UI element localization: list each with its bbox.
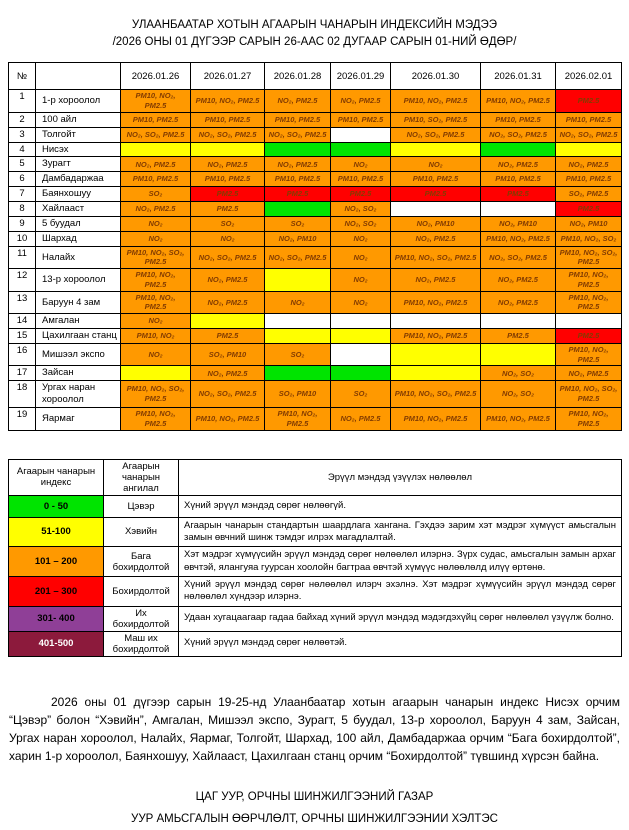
aqi-cell: NO₂ xyxy=(121,231,191,246)
legend-row xyxy=(9,606,622,631)
row-number: 10 xyxy=(9,231,36,246)
health-effect-cell: Хүний эрүүл мэндэд сөрөг нөлөөгүй. xyxy=(179,495,622,517)
row-number: 12 xyxy=(9,269,36,292)
aqi-cell: PM10, NO₂, PM2.5 xyxy=(391,90,481,113)
legend-table-header xyxy=(9,459,622,495)
aqi-cell xyxy=(265,366,331,381)
date-column-header: 2026.01.31 xyxy=(481,63,556,90)
legend-column-header: Агаарын чанарын индекс xyxy=(9,459,104,495)
row-number: 2 xyxy=(9,112,36,127)
aqi-cell: NO₂, PM2.5 xyxy=(191,366,265,381)
aqi-cell: NO₂, PM2.5 xyxy=(481,291,556,314)
row-number: 6 xyxy=(9,172,36,187)
aqi-table-header xyxy=(9,63,622,90)
aqi-cell: PM10, PM2.5 xyxy=(391,172,481,187)
row-number: 7 xyxy=(9,187,36,202)
aqi-cell xyxy=(556,314,622,329)
station-name: Яармаг xyxy=(36,408,121,431)
station-row xyxy=(9,202,622,217)
station-row xyxy=(9,127,622,142)
aqi-cell: NO₂, SO₂, PM2.5 xyxy=(265,127,331,142)
date-column-header: 2026.01.28 xyxy=(265,63,331,90)
summary-paragraph: 2026 оны 01 дүгээр сарын 19-25-нд Улаанбаатар хотын агаарын чанарын индекс Нисэх орчим “Цэвэр” болон “Хэвийн”, Амгалан, Мишээл экспо, Зурагт, 5 буудал, 13-р хороолол, Баруун 4 зам, Зайсан, Ургах наран хороолол, Налайх, Яармаг, Толгойт, Шархад, 100 айл, Дамбадаржаа орчим “Бага бохирдолтой”, харин 1-р хороолол, Баянхошуу, Хайлааст, Цахилгаан станц орчим “Бохирдолтой” түвшинд хүрсэн байна. xyxy=(9,693,620,765)
aqi-cell: PM10, NO₂, SO₂, PM2.5 xyxy=(121,381,191,408)
date-column-header: 2026.02.01 xyxy=(556,63,622,90)
aqi-cell xyxy=(121,142,191,157)
aqi-cell: NO₂, PM2.5 xyxy=(481,269,556,292)
aqi-cell: NO₂ xyxy=(331,269,391,292)
aqi-cell: NO₂, SO₂, PM2.5 xyxy=(481,127,556,142)
station-row xyxy=(9,314,622,329)
aqi-cell: NO₂, PM10 xyxy=(481,216,556,231)
aqi-cell: NO₂, PM2.5 xyxy=(331,90,391,113)
index-class-cell: Их бохирдолтой xyxy=(104,606,179,631)
aqi-cell: NO₂ xyxy=(265,291,331,314)
station-name: Зурагт xyxy=(36,157,121,172)
station-name: Налайх xyxy=(36,246,121,269)
station-name: Дамбадаржаа xyxy=(36,172,121,187)
date-column-header: 2026.01.29 xyxy=(331,63,391,90)
health-effect-cell: Хэт мэдрэг хүмүүсийн эрүүл мэндэд сөрөг нөлөөлөл илэрнэ. Зүрх судас, амьсгалын замын архаг өвчтэй, ялангуяа гуурсан хоолойн багтраа өвчтэй хүмүүс нөлөөлөлд илүү өртөнө. xyxy=(179,547,622,577)
station-row xyxy=(9,343,622,366)
row-number: 14 xyxy=(9,314,36,329)
aqi-cell: SO₂ xyxy=(121,187,191,202)
aqi-cell: NO₂, SO₂ xyxy=(481,366,556,381)
aqi-cell: NO₂ xyxy=(391,157,481,172)
station-row xyxy=(9,157,622,172)
station-name: Хайлааст xyxy=(36,202,121,217)
aqi-cell: NO₂ xyxy=(331,157,391,172)
footer xyxy=(0,787,629,830)
station-row xyxy=(9,216,622,231)
aqi-cell: PM10, NO₂, PM2.5 xyxy=(556,343,622,366)
aqi-cell xyxy=(391,314,481,329)
aqi-cell: SO₂, PM2.5 xyxy=(556,187,622,202)
aqi-cell xyxy=(265,269,331,292)
station-row xyxy=(9,381,622,408)
aqi-cell: PM10, NO₂, PM2.5 xyxy=(391,408,481,431)
aqi-cell: SO₂ xyxy=(265,343,331,366)
station-name: Ургах наран хороолол xyxy=(36,381,121,408)
aqi-cell: NO₂ xyxy=(121,314,191,329)
report-title-line2: /2026 ОНЫ 01 ДҮГЭЭР САРЫН 26-ААС 02 ДУГААР САРЫН 01-НИЙ ӨДӨР/ xyxy=(0,34,629,51)
station-row xyxy=(9,408,622,431)
aqi-cell: NO₂, PM2.5 xyxy=(121,157,191,172)
aqi-cell: NO₂, PM2.5 xyxy=(191,291,265,314)
aqi-cell xyxy=(481,202,556,217)
aqi-cell xyxy=(331,314,391,329)
report-title xyxy=(0,17,629,50)
aqi-cell xyxy=(481,314,556,329)
aqi-cell: PM10, NO₂, PM2.5 xyxy=(121,408,191,431)
row-number: 18 xyxy=(9,381,36,408)
aqi-cell: SO₂, PM10 xyxy=(265,381,331,408)
aqi-cell: NO₂ xyxy=(331,246,391,269)
station-row xyxy=(9,246,622,269)
aqi-cell: NO₂, SO₂, PM2.5 xyxy=(265,246,331,269)
aqi-cell: PM10, PM2.5 xyxy=(191,112,265,127)
aqi-cell: NO₂ xyxy=(191,231,265,246)
aqi-cell xyxy=(121,366,191,381)
station-name: Толгойт xyxy=(36,127,121,142)
station-row xyxy=(9,291,622,314)
aqi-cell xyxy=(481,343,556,366)
report-title-line1: УЛААНБААТАР ХОТЫН АГААРЫН ЧАНАРЫН ИНДЕКСИЙН МЭДЭЭ xyxy=(0,17,629,34)
date-column-header: 2026.01.30 xyxy=(391,63,481,90)
aqi-cell: PM10, PM2.5 xyxy=(556,172,622,187)
aqi-cell: PM2.5 xyxy=(391,187,481,202)
aqi-cell: PM10, PM2.5 xyxy=(481,112,556,127)
legend-row xyxy=(9,495,622,517)
aqi-cell: NO₂, PM10 xyxy=(265,231,331,246)
aqi-cell xyxy=(391,202,481,217)
aqi-header-row xyxy=(9,63,622,90)
legend-row xyxy=(9,547,622,577)
aqi-cell: NO₂, PM2.5 xyxy=(331,408,391,431)
aqi-cell: NO₂, PM2.5 xyxy=(121,202,191,217)
footer-division-line: УУР АМЬСГАЛЫН ӨӨРЧЛӨЛТ, ОРЧНЫ ШИНЖИЛГЭЭНИИ ХЭЛТЭС xyxy=(0,809,629,830)
aqi-cell: PM2.5 xyxy=(481,329,556,344)
aqi-cell: PM10, NO₂, PM2.5 xyxy=(556,291,622,314)
index-class-cell: Бага бохирдолтой xyxy=(104,547,179,577)
date-column-header: 2026.01.26 xyxy=(121,63,191,90)
aqi-cell xyxy=(331,343,391,366)
index-range-cell: 401-500 xyxy=(9,631,104,656)
aqi-cell xyxy=(265,142,331,157)
station-name: Цахилгаан станц xyxy=(36,329,121,344)
station-row xyxy=(9,187,622,202)
aqi-cell: NO₂, SO₂, PM2.5 xyxy=(191,381,265,408)
station-name: Нисэх xyxy=(36,142,121,157)
station-name: Мишээл экспо xyxy=(36,343,121,366)
aqi-cell: PM10, NO₂, SO₂, PM2.5 xyxy=(556,246,622,269)
aqi-cell: NO₂, SO₂, PM2.5 xyxy=(391,127,481,142)
index-range-cell: 51-100 xyxy=(9,517,104,547)
index-class-cell: Бохирдолтой xyxy=(104,576,179,606)
row-number: 8 xyxy=(9,202,36,217)
row-number: 16 xyxy=(9,343,36,366)
legend-header-row xyxy=(9,459,622,495)
aqi-cell: NO₂, PM2.5 xyxy=(391,269,481,292)
aqi-cell: PM10, NO₂, SO₂, PM2.5 xyxy=(556,381,622,408)
index-range-cell: 301- 400 xyxy=(9,606,104,631)
aqi-cell: PM10, NO₂, SO₂ xyxy=(556,231,622,246)
aqi-cell: SO₂ xyxy=(265,216,331,231)
aqi-cell: NO₂, SO₂ xyxy=(331,202,391,217)
station-name: Шархад xyxy=(36,231,121,246)
aqi-cell: PM2.5 xyxy=(556,90,622,113)
aqi-cell: PM2.5 xyxy=(191,202,265,217)
aqi-cell xyxy=(331,366,391,381)
aqi-cell: NO₂, PM10 xyxy=(391,216,481,231)
aqi-cell: PM10, NO₂, PM2.5 xyxy=(191,90,265,113)
legend-table xyxy=(8,459,622,657)
row-number: 15 xyxy=(9,329,36,344)
row-number: 3 xyxy=(9,127,36,142)
index-class-cell: Хэвийн xyxy=(104,517,179,547)
row-number: 19 xyxy=(9,408,36,431)
station-row xyxy=(9,142,622,157)
aqi-cell: SO₂ xyxy=(191,216,265,231)
aqi-cell: PM10, NO₂, SO₂, PM2.5 xyxy=(391,246,481,269)
aqi-cell: PM10, PM2.5 xyxy=(265,112,331,127)
aqi-cell xyxy=(331,329,391,344)
aqi-cell: NO₂, PM2.5 xyxy=(265,90,331,113)
aqi-table xyxy=(8,62,622,430)
aqi-cell xyxy=(265,329,331,344)
aqi-cell: PM10, NO₂, PM2.5 xyxy=(481,408,556,431)
station-name: Амгалан xyxy=(36,314,121,329)
aqi-cell: PM10, PM2.5 xyxy=(191,172,265,187)
row-number: 5 xyxy=(9,157,36,172)
aqi-cell: PM10, NO₂, PM2.5 xyxy=(265,408,331,431)
aqi-cell xyxy=(481,142,556,157)
aqi-cell: PM10, NO₂, PM2.5 xyxy=(121,291,191,314)
aqi-cell: NO₂, SO₂ xyxy=(481,381,556,408)
aqi-cell: PM2.5 xyxy=(556,202,622,217)
aqi-cell: PM2.5 xyxy=(265,187,331,202)
aqi-cell: PM10, NO₂, PM2.5 xyxy=(391,291,481,314)
station-row xyxy=(9,269,622,292)
row-number: 9 xyxy=(9,216,36,231)
aqi-cell xyxy=(556,142,622,157)
aqi-cell: NO₂, SO₂, PM2.5 xyxy=(191,127,265,142)
aqi-cell: NO₂ xyxy=(331,291,391,314)
station-name: Баянхошуу xyxy=(36,187,121,202)
row-number: 11 xyxy=(9,246,36,269)
index-class-cell: Маш их бохирдолтой xyxy=(104,631,179,656)
station-row xyxy=(9,329,622,344)
aqi-cell: NO₂, PM10 xyxy=(556,216,622,231)
aqi-table-body xyxy=(9,90,622,430)
index-range-cell: 101 – 200 xyxy=(9,547,104,577)
aqi-cell: PM10, PM2.5 xyxy=(481,172,556,187)
row-number: 17 xyxy=(9,366,36,381)
row-number: 13 xyxy=(9,291,36,314)
aqi-cell xyxy=(191,142,265,157)
aqi-cell: PM10, NO₂, PM2.5 xyxy=(556,269,622,292)
aqi-cell: PM10, PM2.5 xyxy=(556,112,622,127)
aqi-cell: PM10, PM2.5 xyxy=(331,112,391,127)
aqi-cell xyxy=(191,314,265,329)
health-effect-cell: Удаан хугацаагаар гадаа байхад хүний эрүүл мэндэд мэдэгдэхүйц сөрөг нөлөөлөл үзүүлж болно. xyxy=(179,606,622,631)
aqi-cell: PM10, PM2.5 xyxy=(121,172,191,187)
health-effect-cell: Хүний эрүүл мэндэд сөрөг нөлөөлөл илэрч эхэлнэ. Хэт мэдрэг хүмүүсийн эрүүл мэндэд сөрөг нөлөөлөл хүндээр илэрнэ. xyxy=(179,576,622,606)
aqi-cell: SO₂, PM10 xyxy=(191,343,265,366)
aqi-cell xyxy=(331,127,391,142)
aqi-cell xyxy=(391,343,481,366)
legend-column-header: Агаарын чанарын ангилал xyxy=(104,459,179,495)
station-row xyxy=(9,172,622,187)
aqi-cell: NO₂, PM2.5 xyxy=(265,157,331,172)
date-column-header: 2026.01.27 xyxy=(191,63,265,90)
aqi-cell: PM10, NO₂, SO₂, PM2.5 xyxy=(121,246,191,269)
legend-table-body xyxy=(9,495,622,656)
station-name: 13-р хороолол xyxy=(36,269,121,292)
aqi-cell: PM10, NO₂, PM2.5 xyxy=(121,90,191,113)
aqi-cell: NO₂, SO₂, PM2.5 xyxy=(556,127,622,142)
aqi-cell: NO₂, PM2.5 xyxy=(391,231,481,246)
station-row xyxy=(9,231,622,246)
aqi-cell: NO₂ xyxy=(331,231,391,246)
aqi-cell: PM10, NO₂, PM2.5 xyxy=(391,329,481,344)
station-row xyxy=(9,90,622,113)
aqi-cell: NO₂, PM2.5 xyxy=(191,269,265,292)
index-range-cell: 0 - 50 xyxy=(9,495,104,517)
station-name: 100 айл xyxy=(36,112,121,127)
aqi-cell xyxy=(265,202,331,217)
aqi-cell: PM2.5 xyxy=(331,187,391,202)
station-name: 1-р хороолол xyxy=(36,90,121,113)
aqi-cell: PM10, NO₂, SO₂, PM2.5 xyxy=(391,381,481,408)
aqi-cell: SO₂ xyxy=(331,381,391,408)
aqi-cell xyxy=(265,314,331,329)
aqi-cell: PM10, NO₂, PM2.5 xyxy=(481,90,556,113)
aqi-cell: PM10, NO₂, PM2.5 xyxy=(191,408,265,431)
aqi-cell: NO₂ xyxy=(121,343,191,366)
health-effect-cell: Хүний эрүүл мэндэд сөрөг нөлөөтэй. xyxy=(179,631,622,656)
aqi-cell: PM10, NO₂, PM2.5 xyxy=(481,231,556,246)
aqi-cell: NO₂, PM2.5 xyxy=(556,157,622,172)
aqi-cell: NO₂, SO₂, PM2.5 xyxy=(481,246,556,269)
aqi-cell: PM2.5 xyxy=(191,329,265,344)
station-row xyxy=(9,366,622,381)
aqi-cell: PM2.5 xyxy=(481,187,556,202)
station-name: Зайсан xyxy=(36,366,121,381)
aqi-cell: NO₂, SO₂ xyxy=(331,216,391,231)
legend-row xyxy=(9,517,622,547)
aqi-cell: PM10, NO₂, PM2.5 xyxy=(121,269,191,292)
aqi-cell: PM10, NO₂ xyxy=(121,329,191,344)
num-column-header: № xyxy=(9,63,36,90)
legend-row xyxy=(9,576,622,606)
aqi-cell: NO₂, SO₂, PM2.5 xyxy=(191,246,265,269)
index-range-cell: 201 – 300 xyxy=(9,576,104,606)
station-name: 5 буудал xyxy=(36,216,121,231)
aqi-cell: PM10, PM2.5 xyxy=(265,172,331,187)
index-class-cell: Цэвэр xyxy=(104,495,179,517)
station-column-header xyxy=(36,63,121,90)
aqi-cell: PM10, PM2.5 xyxy=(121,112,191,127)
legend-column-header: Эрүүл мэндэд үзүүлэх нөлөөлөл xyxy=(179,459,622,495)
row-number: 4 xyxy=(9,142,36,157)
aqi-cell: NO₂ xyxy=(121,216,191,231)
legend-row xyxy=(9,631,622,656)
aqi-cell: NO₂, PM2.5 xyxy=(191,157,265,172)
aqi-cell xyxy=(391,142,481,157)
aqi-cell: PM2.5 xyxy=(556,329,622,344)
row-number: 1 xyxy=(9,90,36,113)
aqi-cell xyxy=(391,366,481,381)
aqi-cell xyxy=(331,142,391,157)
aqi-cell: PM2.5 xyxy=(191,187,265,202)
station-row xyxy=(9,112,622,127)
aqi-cell: NO₂, SO₂, PM2.5 xyxy=(121,127,191,142)
aqi-cell: PM10, NO₂, PM2.5 xyxy=(556,408,622,431)
footer-agency-line: ЦАГ УУР, ОРЧНЫ ШИНЖИЛГЭЭНИЙ ГАЗАР xyxy=(0,787,629,809)
health-effect-cell: Агаарын чанарын стандартын шаардлага хангана. Гэхдээ зарим хэт мэдрэг хүмүүст амьсгалын замын өвчний шинж тэмдэг илрэх магадлалтай. xyxy=(179,517,622,547)
station-name: Баруун 4 зам xyxy=(36,291,121,314)
aqi-cell: PM10, PM2.5 xyxy=(331,172,391,187)
aqi-cell: PM10, SO₂, PM2.5 xyxy=(391,112,481,127)
aqi-cell: NO₂, PM2.5 xyxy=(481,157,556,172)
aqi-cell: NO₂, PM2.5 xyxy=(556,366,622,381)
